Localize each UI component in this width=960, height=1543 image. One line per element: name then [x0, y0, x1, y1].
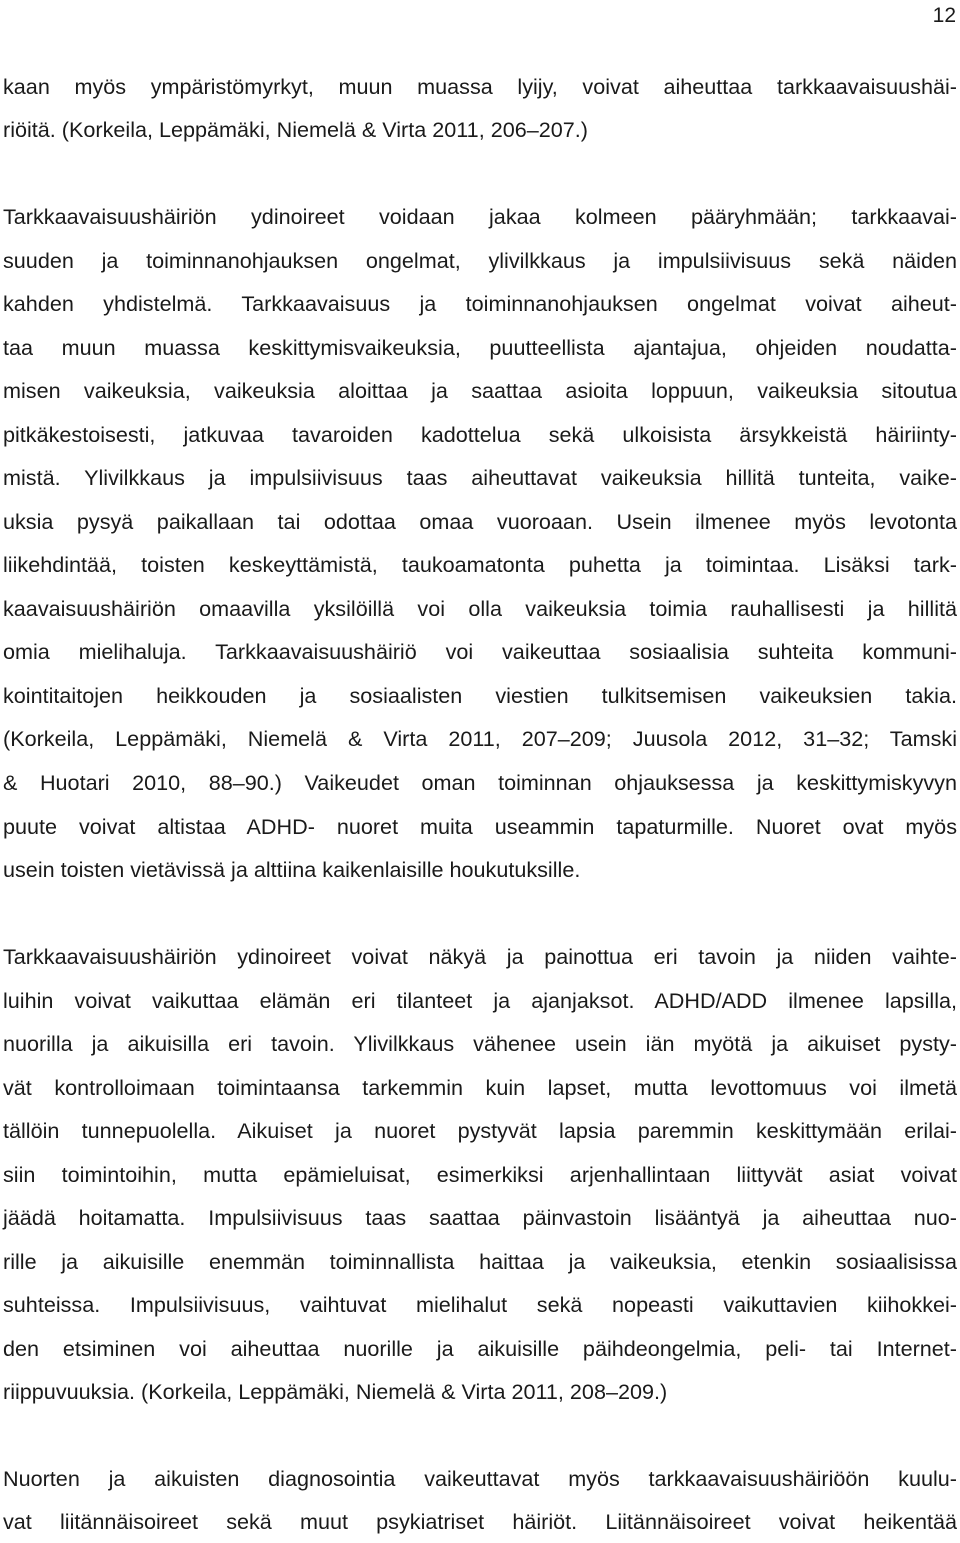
text-line: siin toimintoihin, mutta epämieluisat, esimerkiksi arjenhallintaan liittyvät asiat voivat	[3, 1162, 957, 1187]
text-line: rille ja aikuisille enemmän toiminnallista haittaa ja vaikeuksia, etenkin sosiaalisissa	[3, 1249, 957, 1274]
text-line: riöitä. (Korkeila, Leppämäki, Niemelä & Virta 2011, 206–207.)	[3, 117, 588, 142]
text-line: uksia pysyä paikallaan tai odottaa omaa vuoroaan. Usein ilmenee myös levotonta	[3, 509, 957, 534]
text-line: Nuorten ja aikuisten diagnosointia vaikeuttavat myös tarkkaavaisuushäiriöön kuulu-	[3, 1466, 957, 1491]
text-line: kointitaitojen heikkouden ja sosiaalisten viestien tulkitsemisen vaikeuksien takia.	[3, 683, 957, 708]
text-line: & Huotari 2010, 88–90.) Vaikeudet oman toiminnan ohjauksessa ja keskittymiskyvyn	[3, 770, 957, 795]
text-line: Tarkkaavaisuushäiriön ydinoireet voivat näkyä ja painottua eri tavoin ja niiden vaihte-	[3, 944, 957, 969]
text-line: jäädä hoitamatta. Impulsiivisuus taas saattaa päinvastoin lisääntyä ja aiheuttaa nuo-	[3, 1205, 957, 1230]
text-line: den etsiminen voi aiheuttaa nuorille ja aikuisille päihdeongelmia, peli- tai Internet-	[3, 1336, 957, 1361]
text-line: tällöin tunnepuolella. Aikuiset ja nuoret pystyvät lapsia paremmin keskittymään erilai-	[3, 1118, 957, 1143]
text-line: suhteissa. Impulsiivisuus, vaihtuvat mielihalut sekä nopeasti vaikuttavien kiihokkei-	[3, 1292, 957, 1317]
text-line: omia mielihaluja. Tarkkaavaisuushäiriö voi vaikeuttaa sosiaalisia suhteita kommuni-	[3, 639, 957, 664]
text-line: suuden ja toiminnanohjauksen ongelmat, ylivilkkaus ja impulsiivisuus sekä näiden	[3, 248, 957, 273]
text-line: kaavaisuushäiriön omaavilla yksilöillä voi olla vaikeuksia toimia rauhallisesti ja hillitä	[3, 596, 957, 621]
page-number: 12	[932, 4, 956, 27]
text-line: kaan myös ympäristömyrkyt, muun muassa lyijy, voivat aiheuttaa tarkkaavaisuushäi-	[3, 74, 957, 99]
text-line: (Korkeila, Leppämäki, Niemelä & Virta 2011, 207–209; Juusola 2012, 31–32; Tamski	[3, 726, 957, 751]
text-line: luihin voivat vaikuttaa elämän eri tilanteet ja ajanjaksot. ADHD/ADD ilmenee lapsilla,	[3, 988, 957, 1013]
text-line: vät kontrolloimaan toimintaansa tarkemmin kuin lapset, mutta levottomuus voi ilmetä	[3, 1075, 957, 1100]
text-line: pitkäkestoisesti, jatkuvaa tavaroiden kadottelua sekä ulkoisista ärsykkeistä häiriinty-	[3, 422, 957, 447]
text-line: puute voivat altistaa ADHD- nuoret muita useammin tapaturmille. Nuoret ovat myös	[3, 814, 957, 839]
text-line: mistä. Ylivilkkaus ja impulsiivisuus taas aiheuttavat vaikeuksia hillitä tunteita, vaike-	[3, 465, 957, 490]
text-line: kahden yhdistelmä. Tarkkaavaisuus ja toiminnanohjauksen ongelmat voivat aiheut-	[3, 291, 957, 316]
text-line: taa muun muassa keskittymisvaikeuksia, puutteellista ajantajua, ohjeiden noudatta-	[3, 335, 957, 360]
text-line: vat liitännäisoireet sekä muut psykiatriset häiriöt. Liitännäisoireet voivat heikentää	[3, 1509, 957, 1534]
text-line: misen vaikeuksia, vaikeuksia aloittaa ja saattaa asioita loppuun, vaikeuksia sitoutua	[3, 378, 957, 403]
text-line: riippuvuuksia. (Korkeila, Leppämäki, Niemelä & Virta 2011, 208–209.)	[3, 1379, 668, 1404]
text-line: liikehdintää, toisten keskeyttämistä, taukoamatonta puhetta ja toimintaa. Lisäksi tark-	[3, 552, 957, 577]
text-line: Tarkkaavaisuushäiriön ydinoireet voidaan jakaa kolmeen pääryhmään; tarkkaavai-	[3, 204, 957, 229]
text-line: usein toisten vietävissä ja alttiina kaikenlaisille houkutuksille.	[3, 857, 581, 882]
text-line: nuorilla ja aikuisilla eri tavoin. Ylivilkkaus vähenee usein iän myötä ja aikuiset pysty-	[3, 1031, 957, 1056]
